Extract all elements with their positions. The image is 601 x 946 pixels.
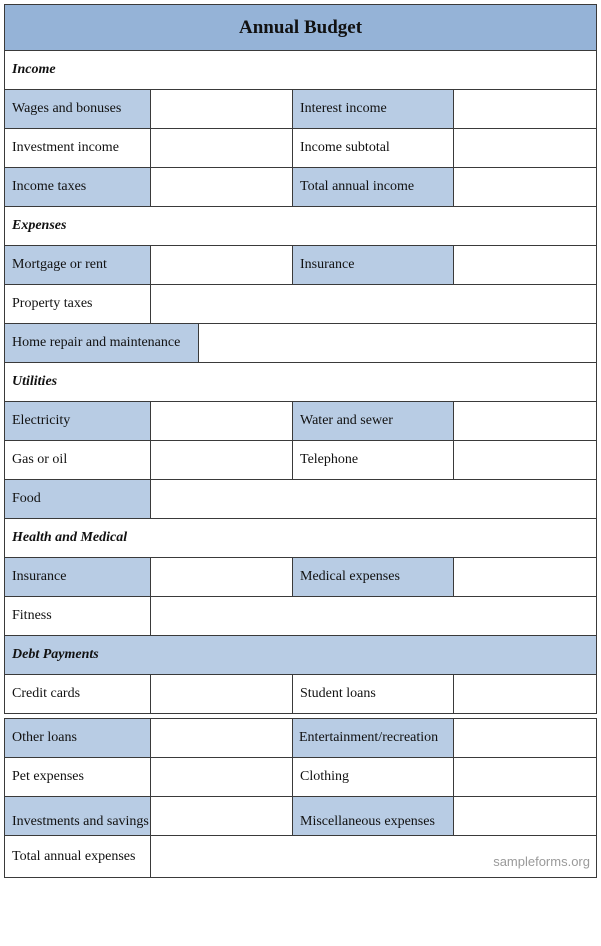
label-water-and-sewer: Water and sewer	[293, 402, 454, 441]
label-home-repair-and-maintenance: Home repair and maintenance	[5, 324, 199, 362]
label-income-subtotal: Income subtotal	[293, 129, 454, 168]
field-student-loans[interactable]	[454, 675, 597, 714]
input-investment-income[interactable]	[158, 128, 296, 168]
label-fitness: Fitness	[5, 597, 151, 636]
field-pet-expenses[interactable]	[151, 758, 293, 797]
budget-table-main	[4, 4, 597, 714]
form-title: Annual Budget	[5, 5, 597, 51]
section-utilities-heading: Utilities	[5, 363, 597, 402]
label-pet-expenses: Pet expenses	[5, 758, 151, 797]
input-mortgage-or-rent[interactable]	[158, 245, 296, 285]
label-total-annual-income: Total annual income	[293, 168, 454, 207]
annual-budget-form	[4, 4, 596, 878]
label-electricity: Electricity	[5, 402, 151, 441]
input-total-annual-income[interactable]	[461, 167, 600, 207]
label-student-loans: Student loans	[293, 675, 454, 714]
input-fitness[interactable]	[158, 596, 600, 636]
field-mortgage-or-rent[interactable]	[151, 246, 293, 285]
input-interest-income[interactable]	[461, 89, 600, 129]
label-mortgage-or-rent: Mortgage or rent	[5, 246, 151, 285]
label-entertainment-recreation: Entertainment/recreation	[293, 719, 454, 758]
field-food[interactable]	[151, 480, 597, 519]
input-telephone[interactable]	[461, 440, 600, 480]
field-other-loans[interactable]	[151, 719, 293, 758]
field-entertainment-recreation[interactable]	[454, 719, 597, 758]
label-other-loans: Other loans	[5, 719, 151, 758]
field-gas-or-oil[interactable]	[151, 441, 293, 480]
field-interest-income[interactable]	[454, 90, 597, 129]
field-income-subtotal[interactable]	[454, 129, 597, 168]
watermark: sampleforms.org	[493, 854, 590, 869]
field-health-insurance[interactable]	[151, 558, 293, 597]
label-investment-income: Investment income	[5, 129, 151, 168]
field-income-taxes[interactable]	[151, 168, 293, 207]
field-expenses-insurance[interactable]	[454, 246, 597, 285]
input-home-repair-and-maintenance[interactable]	[199, 324, 600, 364]
label-investments-and-savings: Investments and savings	[5, 797, 151, 836]
section-health-heading: Health and Medical	[5, 519, 597, 558]
label-gas-or-oil: Gas or oil	[5, 441, 151, 480]
input-income-taxes[interactable]	[158, 167, 296, 207]
section-debt-heading: Debt Payments	[5, 636, 597, 675]
label-property-taxes: Property taxes	[5, 285, 151, 324]
input-electricity[interactable]	[158, 401, 296, 441]
field-medical-expenses[interactable]	[454, 558, 597, 597]
input-income-subtotal[interactable]	[461, 128, 600, 168]
field-property-taxes[interactable]	[151, 285, 597, 324]
input-student-loans[interactable]	[461, 674, 600, 714]
label-total-annual-expenses: Total annual expenses	[5, 836, 151, 878]
input-health-insurance[interactable]	[158, 557, 296, 597]
field-miscellaneous-expenses[interactable]	[454, 797, 597, 836]
label-telephone: Telephone	[293, 441, 454, 480]
input-water-and-sewer[interactable]	[461, 401, 600, 441]
field-water-and-sewer[interactable]	[454, 402, 597, 441]
input-other-loans[interactable]	[158, 718, 296, 758]
input-expenses-insurance[interactable]	[461, 245, 600, 285]
input-food[interactable]	[158, 479, 600, 519]
field-total-annual-expenses[interactable]	[151, 836, 597, 878]
label-health-insurance: Insurance	[5, 558, 151, 597]
input-clothing[interactable]	[461, 757, 600, 797]
label-miscellaneous-expenses: Miscellaneous expenses	[293, 797, 454, 836]
field-home-repair-and-maintenance[interactable]	[199, 324, 596, 362]
input-property-taxes[interactable]	[158, 284, 600, 324]
label-food: Food	[5, 480, 151, 519]
input-pet-expenses[interactable]	[158, 757, 296, 797]
field-clothing[interactable]	[454, 758, 597, 797]
label-income-taxes: Income taxes	[5, 168, 151, 207]
field-investments-and-savings[interactable]	[151, 797, 293, 836]
input-medical-expenses[interactable]	[461, 557, 600, 597]
field-electricity[interactable]	[151, 402, 293, 441]
input-entertainment-recreation[interactable]	[461, 718, 600, 758]
label-expenses-insurance: Insurance	[293, 246, 454, 285]
input-investments-and-savings[interactable]	[158, 796, 296, 836]
field-investment-income[interactable]	[151, 129, 293, 168]
label-interest-income: Interest income	[293, 90, 454, 129]
field-wages-and-bonuses[interactable]	[151, 90, 293, 129]
section-expenses-heading: Expenses	[5, 207, 597, 246]
input-gas-or-oil[interactable]	[158, 440, 296, 480]
section-income-heading: Income	[5, 51, 597, 90]
budget-table-other	[4, 718, 597, 878]
label-medical-expenses: Medical expenses	[293, 558, 454, 597]
label-credit-cards: Credit cards	[5, 675, 151, 714]
label-clothing: Clothing	[293, 758, 454, 797]
field-telephone[interactable]	[454, 441, 597, 480]
field-total-annual-income[interactable]	[454, 168, 597, 207]
label-wages-and-bonuses: Wages and bonuses	[5, 90, 151, 129]
field-fitness[interactable]	[151, 597, 597, 636]
input-credit-cards[interactable]	[158, 674, 296, 714]
input-wages-and-bonuses[interactable]	[158, 89, 296, 129]
field-credit-cards[interactable]	[151, 675, 293, 714]
input-miscellaneous-expenses[interactable]	[461, 796, 600, 836]
